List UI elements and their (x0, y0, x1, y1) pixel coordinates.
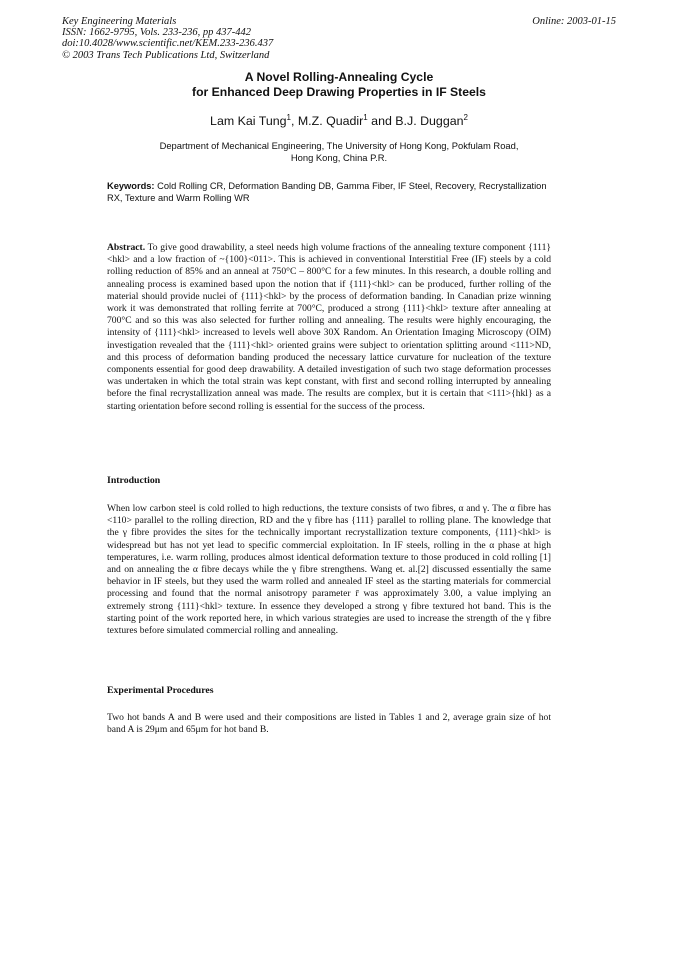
keywords (107, 181, 557, 204)
journal-header (62, 16, 616, 61)
affiliation-line-2: Hong Kong, China P.R. (290, 151, 388, 163)
online-date: Online: 2003-01-15 (532, 16, 616, 27)
keywords-text: Cold Rolling CR, Deformation Banding DB, Gamma Fiber, IF Steel, Recovery, Recrystallization RX, Texture and Warm Rolling WR (107, 181, 547, 203)
abstract-label: Abstract. (107, 242, 146, 253)
doi-line: doi:10.4028/www.scientific.net/KEM.233-236.437 (62, 38, 274, 50)
issn-line: ISSN: 1662-9795, Vols. 233-236, pp 437-442 (62, 27, 251, 39)
author-3: B.J. Duggan (395, 114, 464, 128)
copyright-line: © 2003 Trans Tech Publications Ltd, Switzerland (62, 49, 270, 61)
paper-title (0, 70, 678, 100)
author-2: M.Z. Quadir (297, 114, 364, 128)
journal-name: Key Engineering Materials (62, 16, 177, 27)
introduction-text: When low carbon steel is cold rolled to high reductions, the texture consists of two fibres, α and γ. The α fibre has <110> parallel to the rolling direction, RD and the γ fibre has {111} parallel to rolling plane. The knowledge that the γ fibre provides the sites for the technically important recrystallization texture components, {111}<hkl> is widespread but has not yet lead to specific commercial exploitation. In IF steels, rolling in the α phase at high temperatures, i.e. warm rolling, produces almost identical deformation texture to those produced in cold rolling [1] and on annealing the α fibre decays while the γ fibre strengthens. Wang et. al.[2] discussed essentially the same behavior in IF steels, but they used the warm rolled and annealed IF steel as the starting materials for commercial processing and found that the normal anisotropy parameter r̄ was approximately 3.00, a value implying an extremely strong {111}<hkl> texture. In essence they developed a strong γ fibre textured hot band. This is the starting point of the work reported here, in which various strategies are used to increase the strength of the γ fibre textures before simulated commercial rolling and annealing. (107, 503, 551, 637)
author-list (0, 113, 678, 128)
author-3-affil-mark: 2 (463, 113, 468, 122)
title-line-2: for Enhanced Deep Drawing Properties in IF Steels (192, 85, 486, 99)
abstract-text: To give good drawability, a steel needs high volume fractions of the annealing texture component {111}<hkl> and a low fraction of ~{100}<011>. This is achieved in conventional Interstitial Free (IF) steels by a cold rolling reduction of 85% and an anneal at 750°C – 800°C for a few minutes. In this research, a double rolling and annealing process is examined based upon the notion that if {111}<hkl> can be produced, further rolling of the material should provide nuclei of {111}<hkl> by the process of deformation banding. In Canadian prize winning work it was demonstrated that rolling ferrite at 700°C, produced a strong {111}<hkl> texture after annealing at 700°C and so this was also selected for further rolling and annealing. The results were highly encouraging, the intensity of {111}<hkl> increased to levels well above 30X Random. An Orientation Imaging Microscopy (OIM) investigation revealed that the {111}<hkl> oriented grains were subject to orientation splitting around <111>ND, and this process of deformation banding produced the necessary lattice curvature for nucleation of the texture components essential for good deep drawability. A detailed investigation of such two stage deformation processes was undertaken in which the total strain was kept constant, with first and second rolling interrupted by annealing before the final recrystallization anneal was made. The results are complex, but it is certain that <111>{hkl} as a starting orientation before second rolling is essential for the success of the process. (107, 242, 551, 412)
affiliation (0, 140, 678, 164)
introduction-heading: Introduction (107, 475, 161, 486)
keywords-label: Keywords: (107, 181, 155, 191)
author-separator: and (367, 114, 396, 128)
experimental-text: Two hot bands A and B were used and their compositions are listed in Tables 1 and 2, average grain size of hot band A is 29μm and 65μm for hot band B. (107, 712, 551, 736)
abstract (107, 242, 551, 413)
author-separator: , (290, 114, 298, 128)
title-line-1: A Novel Rolling-Annealing Cycle (244, 70, 434, 84)
author-1-affil-mark: 1 (286, 113, 291, 122)
experimental-heading: Experimental Procedures (107, 685, 214, 696)
author-1: Lam Kai Tung (210, 114, 287, 128)
author-2-affil-mark: 1 (363, 113, 368, 122)
affiliation-line-1: Department of Mechanical Engineering, The University of Hong Kong, Pokfulam Road, (159, 140, 519, 151)
